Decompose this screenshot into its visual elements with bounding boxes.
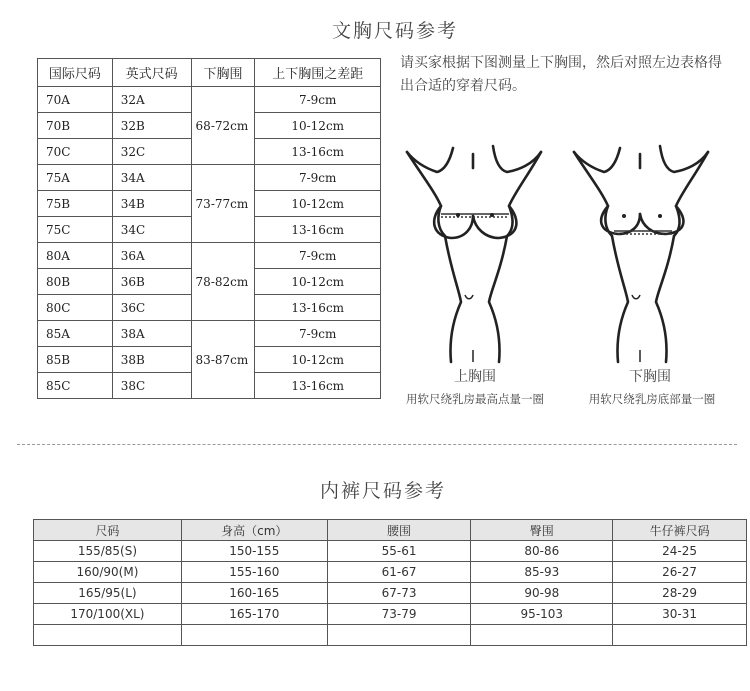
bust-diff-cell: 10-12cm [255,113,381,139]
header-diff: 上下胸围之差距 [255,59,381,87]
bust-diff-cell: 10-12cm [255,347,381,373]
bust-diff-cell: 7-9cm [255,87,381,113]
intl-size-cell: 80C [38,295,113,321]
hip-cell: 85-93 [471,562,613,583]
pants-table-header [34,520,747,541]
bust-diff-cell: 10-12cm [255,269,381,295]
bust-diff-cell: 13-16cm [255,139,381,165]
uk-size-cell: 32C [112,139,191,165]
size-cell: 155/85(S) [34,541,182,562]
size-cell: 165/95(L) [34,583,182,604]
uk-size-cell: 38C [112,373,191,399]
intl-size-cell: 75A [38,165,113,191]
header-intl: 国际尺码 [38,59,113,87]
upper-bust-desc: 用软尺绕乳房最高点量一圈 [406,392,544,406]
jeans-size-cell: 30-31 [613,604,747,625]
uk-size-cell: 34C [112,217,191,243]
lower-bust-label: 下胸围 [629,369,671,385]
jeans-size-cell: 26-27 [613,562,747,583]
header-underbust: 下胸围 [191,59,255,87]
bra-table-header [38,59,381,87]
section-divider [17,444,737,445]
bust-diff-cell: 7-9cm [255,243,381,269]
intl-size-cell: 85A [38,321,113,347]
height-cell: 150-155 [181,541,327,562]
intl-size-cell: 75C [38,217,113,243]
uk-size-cell: 34B [112,191,191,217]
uk-size-cell: 32B [112,113,191,139]
bust-diff-cell: 7-9cm [255,165,381,191]
height-cell: 155-160 [181,562,327,583]
lower-bust-desc: 用软尺绕乳房底部量一圈 [588,392,716,406]
underbust-cell: 78-82cm [191,243,255,321]
bust-diff-cell: 10-12cm [255,191,381,217]
underbust-cell: 83-87cm [191,321,255,399]
uk-size-cell: 38B [112,347,191,373]
height-cell [181,625,327,646]
height-cell: 165-170 [181,604,327,625]
header-waist: 腰围 [327,520,471,541]
size-cell: 160/90(M) [34,562,182,583]
underbust-cell: 73-77cm [191,165,255,243]
waist-cell: 73-79 [327,604,471,625]
uk-size-cell: 38A [112,321,191,347]
jeans-size-cell [613,625,747,646]
uk-size-cell: 36B [112,269,191,295]
uk-size-cell: 36A [112,243,191,269]
hip-cell: 95-103 [471,604,613,625]
header-jeans: 牛仔裤尺码 [613,520,747,541]
under-bust-figure [562,140,722,365]
pants-size-title: 内裤尺码参考 [320,480,447,502]
bust-diff-cell: 13-16cm [255,217,381,243]
bra-table-row [38,321,381,347]
jeans-size-cell: 28-29 [613,583,747,604]
bra-table-row [38,165,381,191]
hip-cell: 90-98 [471,583,613,604]
intl-size-cell: 75B [38,191,113,217]
height-cell: 160-165 [181,583,327,604]
measure-instruction: 请买家根据下图测量上下胸围，然后对照左边表格得出合适的穿着尺码。 [400,55,722,94]
intl-size-cell: 80A [38,243,113,269]
bra-size-title: 文胸尺码参考 [332,20,459,42]
intl-size-cell: 70A [38,87,113,113]
bust-diff-cell: 13-16cm [255,295,381,321]
pants-table-row [34,541,747,562]
bra-table-row [38,243,381,269]
jeans-size-cell: 24-25 [613,541,747,562]
size-cell [34,625,182,646]
bra-size-table [37,58,381,399]
upper-bust-figure [395,140,555,365]
bra-table-row [38,87,381,113]
hip-cell: 80-86 [471,541,613,562]
pants-table-row [34,562,747,583]
intl-size-cell: 70B [38,113,113,139]
size-cell: 170/100(XL) [34,604,182,625]
uk-size-cell: 36C [112,295,191,321]
upper-bust-label: 上胸围 [454,369,496,385]
pants-table-row [34,604,747,625]
pants-size-table [33,519,747,646]
uk-size-cell: 32A [112,87,191,113]
intl-size-cell: 80B [38,269,113,295]
uk-size-cell: 34A [112,165,191,191]
underbust-cell: 68-72cm [191,87,255,165]
header-uk: 英式尺码 [112,59,191,87]
header-size: 尺码 [34,520,182,541]
intl-size-cell: 70C [38,139,113,165]
intl-size-cell: 85B [38,347,113,373]
header-height: 身高（cm） [181,520,327,541]
waist-cell: 55-61 [327,541,471,562]
waist-cell: 61-67 [327,562,471,583]
header-hip: 臀围 [471,520,613,541]
bust-diff-cell: 13-16cm [255,373,381,399]
pants-table-row [34,625,747,646]
bust-diff-cell: 7-9cm [255,321,381,347]
waist-cell [327,625,471,646]
hip-cell [471,625,613,646]
intl-size-cell: 85C [38,373,113,399]
pants-table-row [34,583,747,604]
waist-cell: 67-73 [327,583,471,604]
